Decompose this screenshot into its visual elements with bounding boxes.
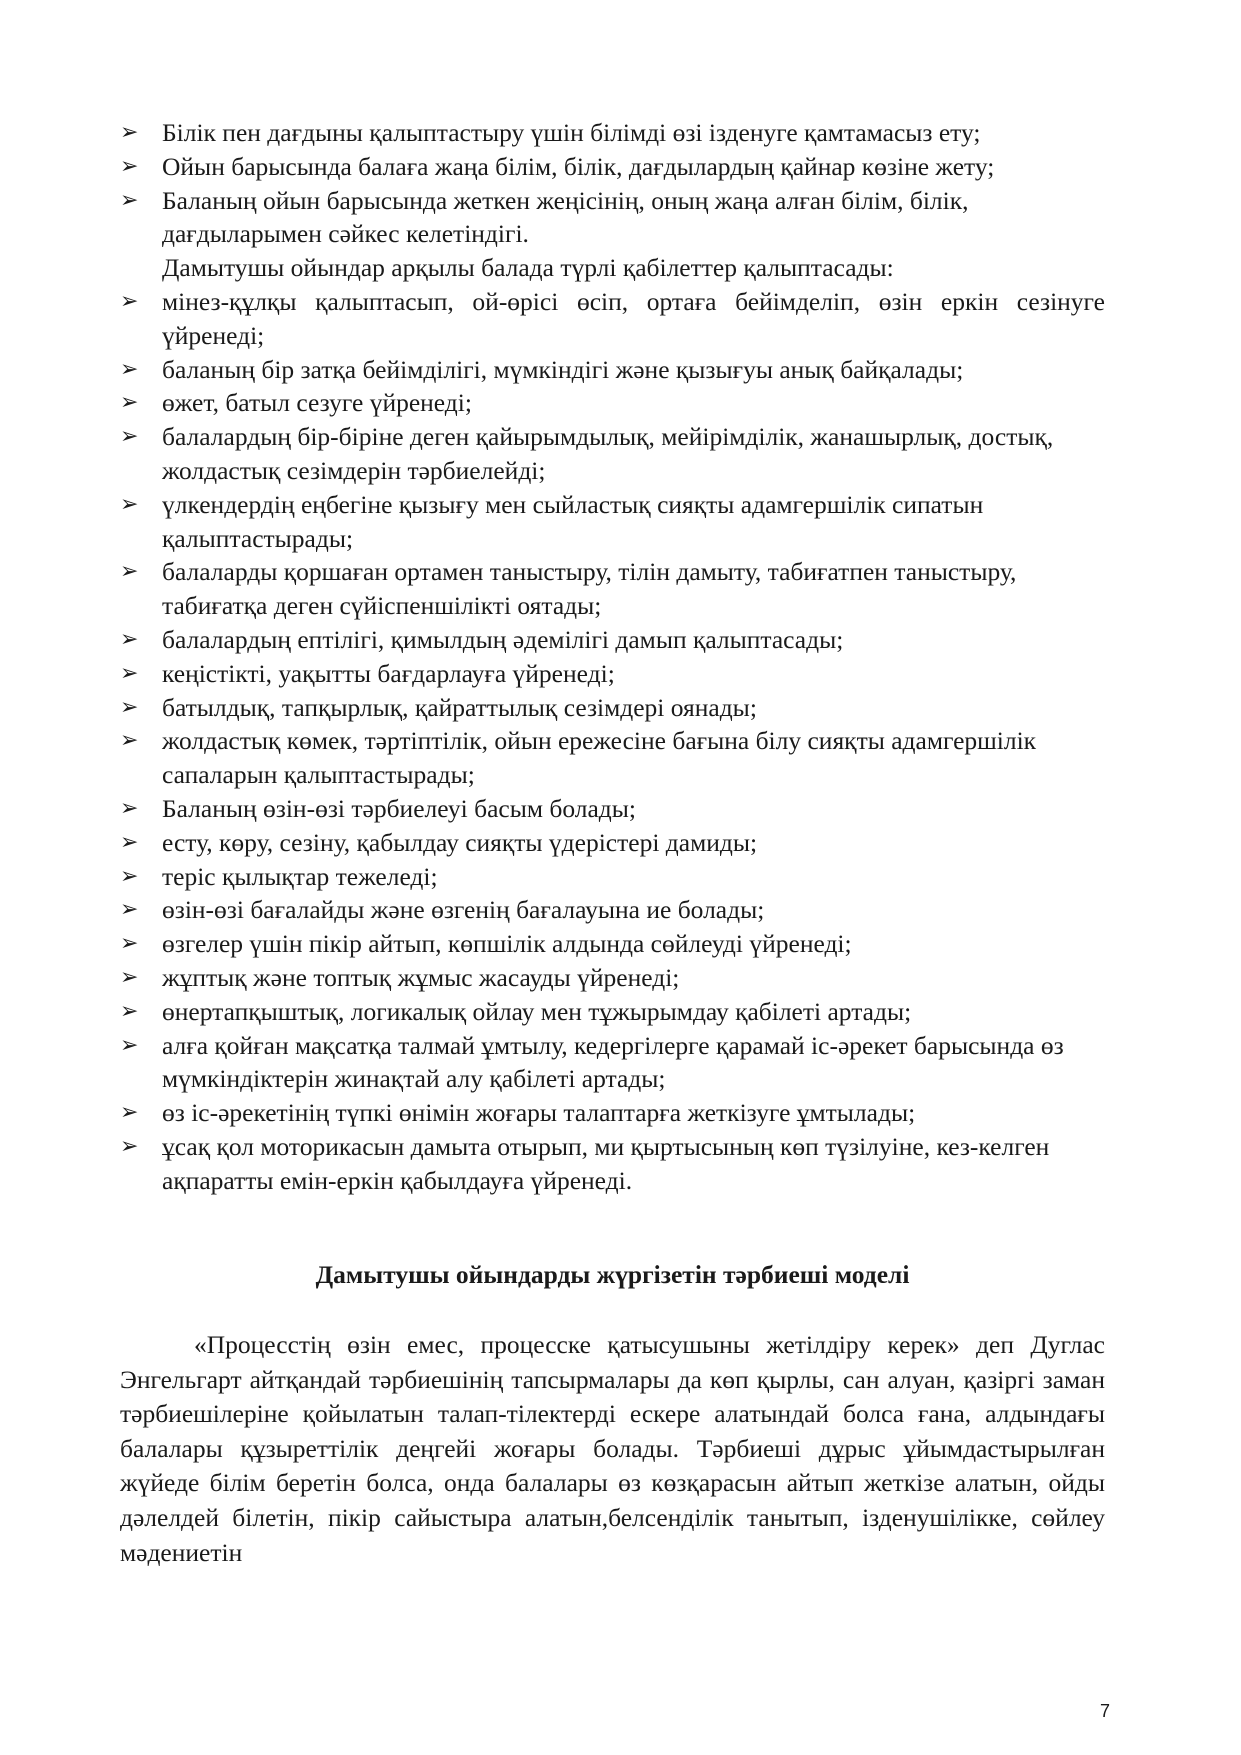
- list-item: [120, 1029, 1105, 1097]
- list-item-text: өз іс-әрекетінің түпкі өнімін жоғары талаптарға жеткізуге ұмтылады;: [162, 1098, 916, 1128]
- list-item-text: балалардың ептілігі, қимылдың әдемілігі дамып қалыптасады;: [162, 624, 844, 654]
- list-item-text: ұсақ қол моторикасын дамыта отырып, ми қыртысының көп түзілуіне, кез-келген ақпаратты емін-еркін қабылдауға үйренеді.: [162, 1131, 1050, 1195]
- arrowhead-bullet-icon: ➢: [120, 897, 139, 923]
- arrowhead-bullet-icon: ➢: [120, 660, 139, 686]
- arrowhead-bullet-icon: ➢: [120, 491, 139, 517]
- list-item: [120, 353, 1105, 387]
- list-item: [120, 860, 1105, 894]
- arrowhead-bullet-icon: ➢: [120, 931, 139, 957]
- list-item: [120, 184, 1105, 252]
- list-item: [120, 420, 1105, 488]
- arrowhead-bullet-icon: ➢: [120, 728, 139, 754]
- list-item: [120, 1096, 1105, 1130]
- list-item: [120, 150, 1105, 184]
- list-item-text: Білік пен дағдыны қалыптастыру үшін білімді өзі ізденуге қамтамасыз ету;: [162, 118, 981, 147]
- arrowhead-bullet-icon: ➢: [120, 998, 139, 1024]
- list-item-text: батылдық, тапқырлық, қайраттылық сезімдері оянады;: [162, 692, 757, 722]
- list-item-text: өнертапқыштық, логикалық ойлау мен тұжырымдау қабілеті артады;: [162, 996, 912, 1026]
- list-item-text: Баланың ойын барысында жеткен жеңісінің, оның жаңа алған білім, білік, дағдыларымен сәйкес келетіндігі.: [162, 185, 969, 249]
- list-item-text: жұптық және топтық жұмыс жасауды үйренеді;: [162, 962, 680, 992]
- list-item-text: теріс қылықтар тежеледі;: [162, 861, 438, 891]
- bullet-list: [120, 116, 1105, 1198]
- list-item-text: Баланың өзін-өзі тәрбиелеуі басым болады;: [162, 793, 637, 823]
- list-item-text: балаларды қоршаған ортамен таныстыру, тілін дамыту, табиғатпен таныстыру, табиғатқа деген сүйіспеншілікті оятады;: [162, 557, 1017, 621]
- list-item-text: алға қойған мақсатқа талмай ұмтылу, кедергілерге қарамай іс-әрекет барысында өз мүмкіндіктерін жинақтай алу қабілеті артады;: [162, 1030, 1064, 1094]
- list-item: [120, 724, 1105, 792]
- arrowhead-bullet-icon: ➢: [120, 559, 139, 585]
- list-item-text: баланың бір затқа бейімділігі, мүмкіндігі және қызығуы анық байқалады;: [162, 354, 964, 384]
- list-item-text: кеңістікті, уақытты бағдарлауға үйренеді;: [162, 658, 615, 688]
- list-item: [120, 893, 1105, 927]
- arrowhead-bullet-icon: ➢: [120, 795, 139, 821]
- list-item-text: есту, көру, сезіну, қабылдау сияқты үдерістері дамиды;: [162, 827, 758, 857]
- arrowhead-bullet-icon: ➢: [120, 390, 139, 416]
- list-item-text: өжет, батыл сезуге үйренеді;: [162, 388, 472, 418]
- arrowhead-bullet-icon: ➢: [120, 1100, 139, 1126]
- list-item: [120, 657, 1105, 691]
- arrowhead-bullet-icon: ➢: [120, 1133, 139, 1159]
- list-item: [120, 961, 1105, 995]
- list-item-text: үлкендердің еңбегіне қызығу мен сыйластық сияқты адамгершілік сипатын қалыптастырады;: [162, 489, 984, 553]
- arrowhead-bullet-icon: ➢: [120, 187, 139, 213]
- arrowhead-bullet-icon: ➢: [120, 424, 139, 450]
- list-item: [120, 488, 1105, 556]
- list-item: [120, 623, 1105, 657]
- arrowhead-bullet-icon: ➢: [120, 120, 139, 145]
- arrowhead-bullet-icon: ➢: [120, 863, 139, 889]
- list-item-text: балалардың бір-біріне деген қайырымдылық, мейірімділік, жанашырлық, достық, жолдастық сезімдерін тәрбиелейді;: [162, 422, 1054, 485]
- arrowhead-bullet-icon: ➢: [120, 1032, 139, 1058]
- arrowhead-bullet-icon: ➢: [120, 153, 139, 179]
- arrowhead-bullet-icon: ➢: [120, 964, 139, 990]
- list-item: [120, 927, 1105, 961]
- list-item: [120, 116, 1105, 150]
- list-item: [120, 995, 1105, 1029]
- arrowhead-bullet-icon: ➢: [120, 829, 139, 855]
- page-number: 7: [1099, 1701, 1110, 1721]
- intro-sentence: Дамытушы ойындар арқылы балада түрлі қабілеттер қалыптасады:: [162, 253, 894, 283]
- list-item: [120, 555, 1105, 623]
- list-item: [120, 826, 1105, 860]
- arrowhead-bullet-icon: ➢: [120, 694, 139, 720]
- list-item: [120, 1130, 1105, 1198]
- arrowhead-bullet-icon: ➢: [120, 356, 139, 382]
- list-item-text: мінез-құлқы қалыптасып, ой-өрісі өсіп, ортаға бейімделіп, өзін еркін сезінуге үйренеді;: [162, 286, 1105, 350]
- list-item: [120, 792, 1105, 826]
- list-item: [120, 386, 1105, 420]
- list-item: [120, 285, 1105, 353]
- arrowhead-bullet-icon: ➢: [120, 626, 139, 652]
- list-item-text: өзгелер үшін пікір айтып, көпшілік алдында сөйлеуді үйренеді;: [162, 929, 852, 959]
- list-item-text: Ойын барысында балаға жаңа білім, білік, дағдылардың қайнар көзіне жету;: [162, 151, 995, 181]
- body-paragraph: «Процесстің өзін емес, процесске қатысушыны жетілдіру керек» деп Дуглас Энгельгарт айтқандай тәрбиешінің тапсырмалары да көп қырлы, сан алуан, қазіргі заман тәрбиешілеріне қойылатын талап-тілектерді ескере алатындай болса ғана, алдындағы балалары құзыреттілік деңгейі жоғары болады. Тәрбиеші дұрыс ұйымдастырылған жүйеде білім беретін болса, онда балалары өз көзқарасын айтып жеткізе алатын, ойды дәлелдей білетін, пікір сайыстыра алатын,белсенділік танытып, ізденушілікке, сөйлеу мәдениетін: [120, 1330, 1105, 1567]
- arrowhead-bullet-icon: ➢: [120, 288, 139, 314]
- list-item-text: өзін-өзі бағалайды және өзгенің бағалауына ие болады;: [162, 895, 765, 925]
- section-heading: Дамытушы ойындарды жүргізетін тәрбиеші моделі: [315, 1260, 910, 1289]
- list-item: [120, 691, 1105, 725]
- list-item-text: жолдастық көмек, тәртіптілік, ойын ережесіне бағына білу сияқты адамгершілік сапаларын қалыптастырады;: [162, 726, 1037, 790]
